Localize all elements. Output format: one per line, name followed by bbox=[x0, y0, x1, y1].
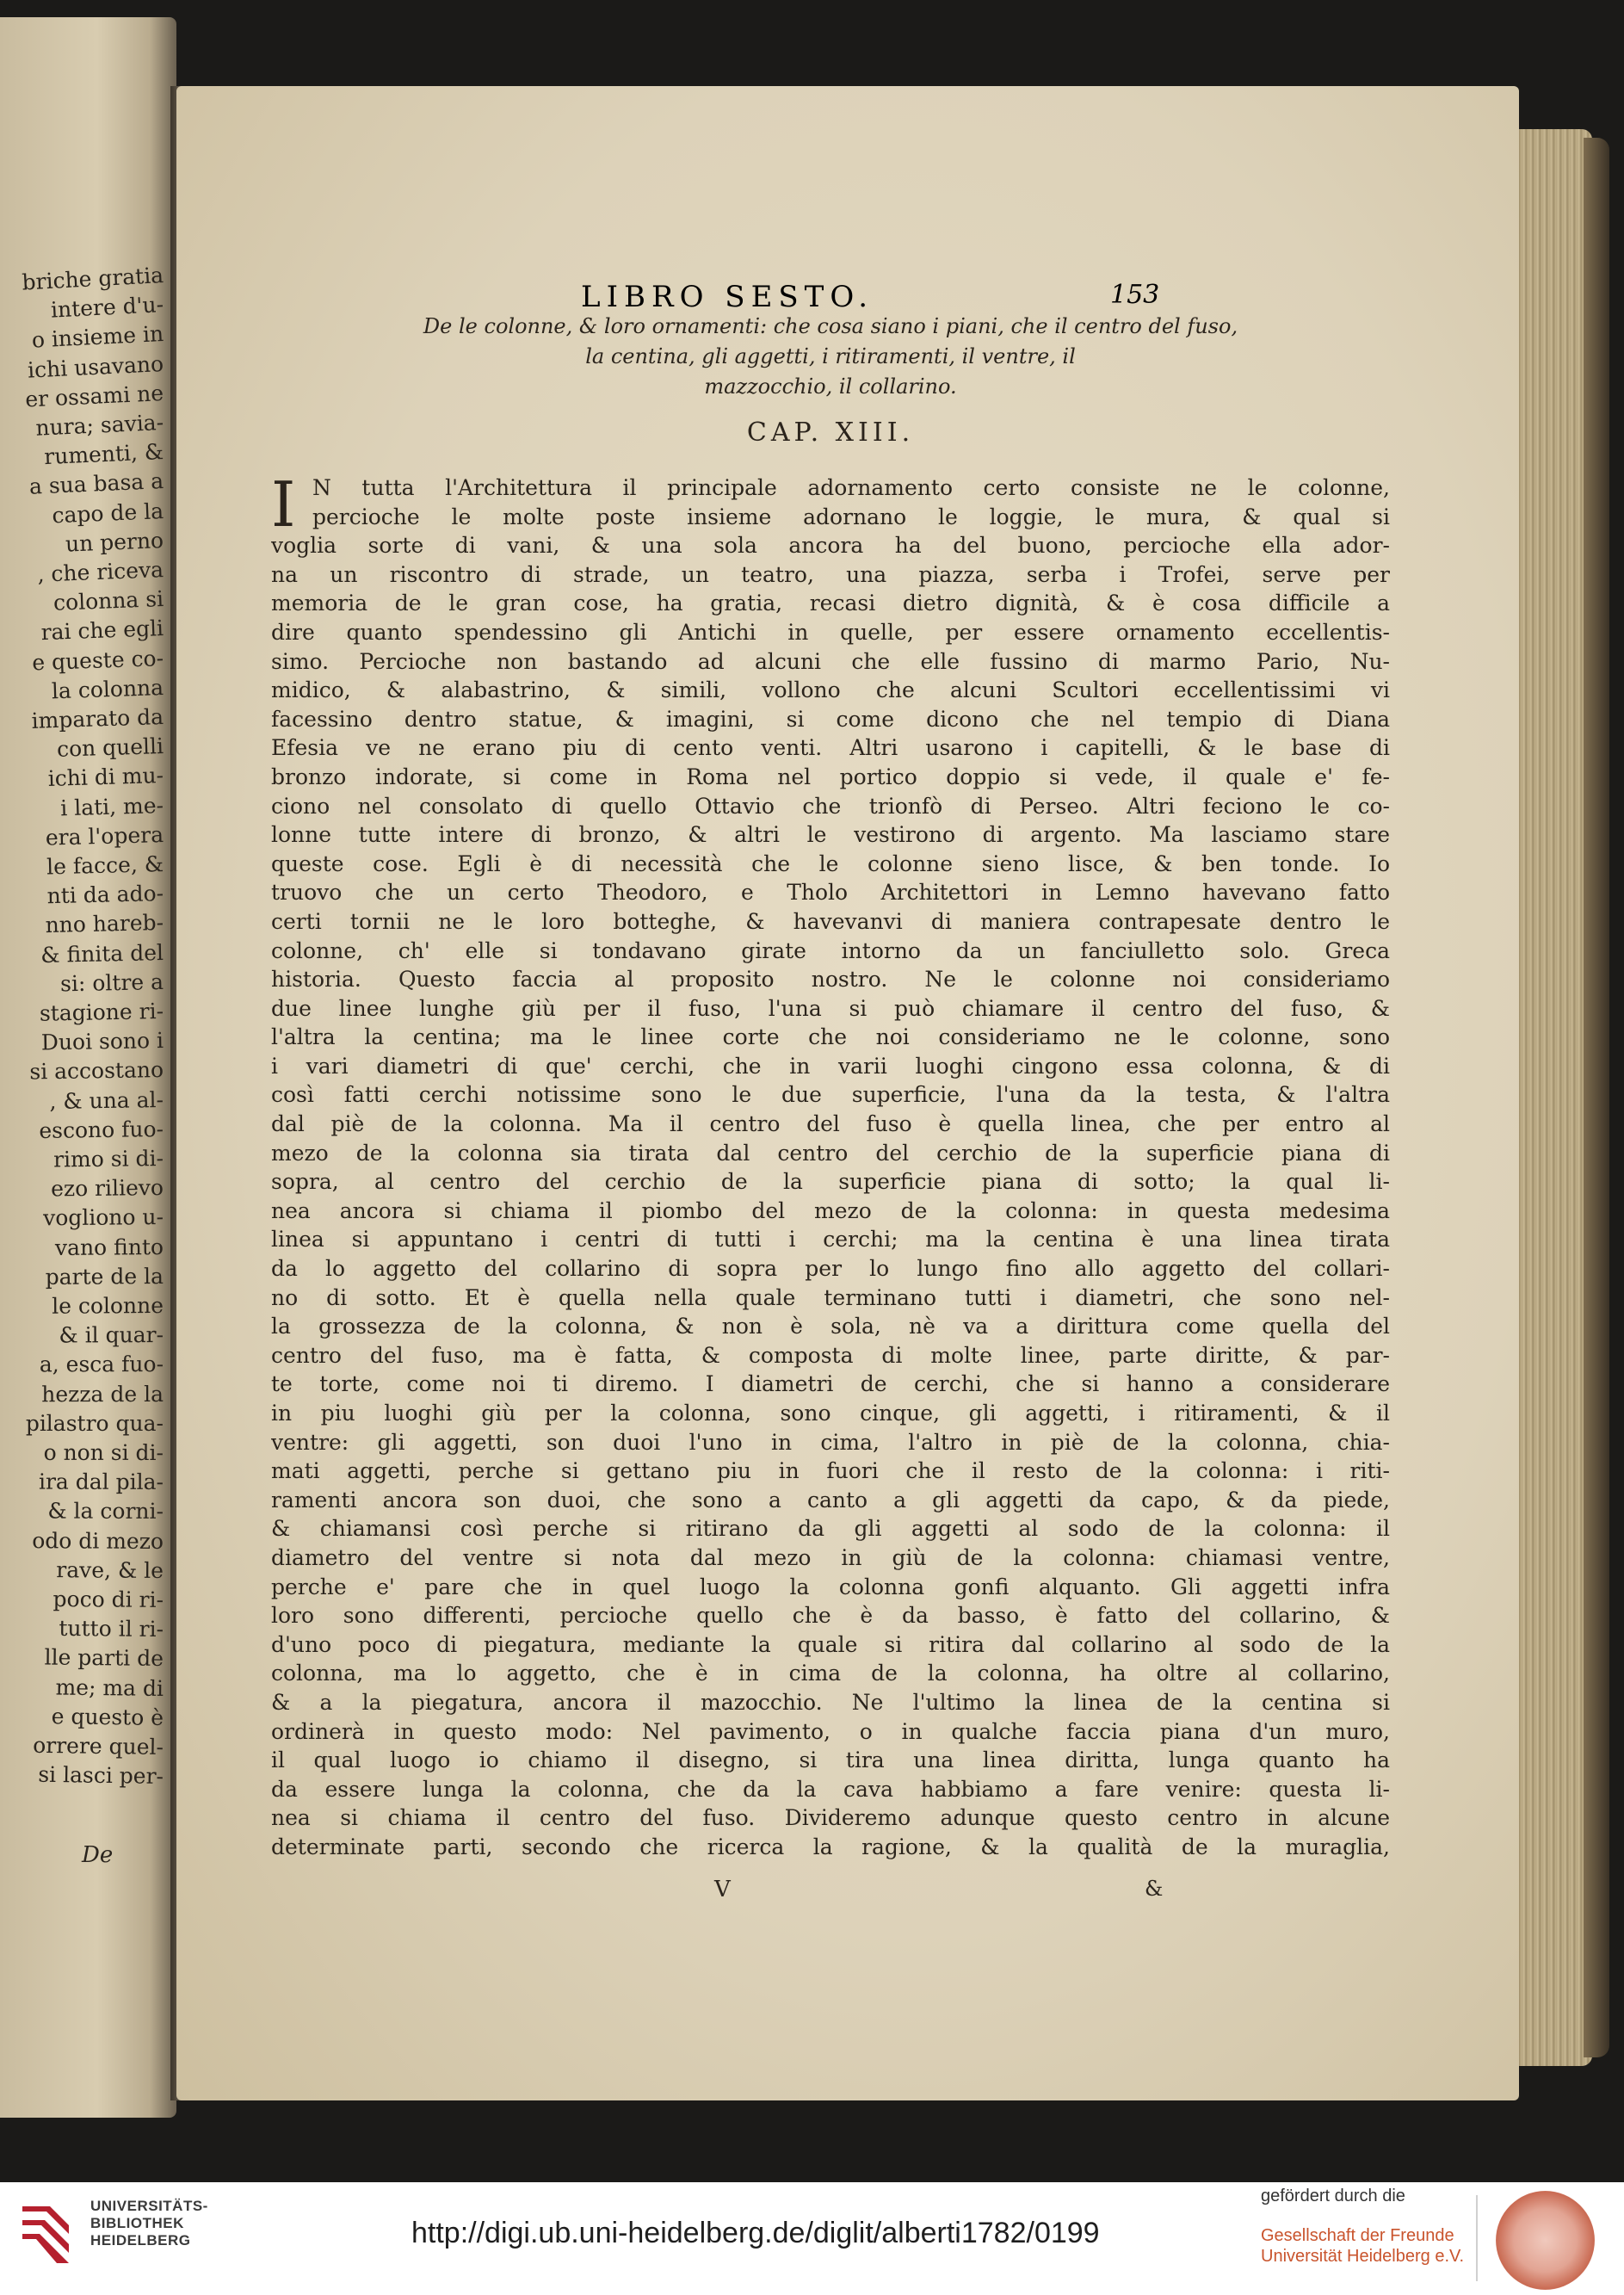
left-page-line: er ossami ne bbox=[24, 380, 164, 412]
body-line: linea si appuntano i centri di tutti i cerchi; ma la centina è una linea tirata bbox=[271, 1227, 1390, 1253]
body-line: da essere lunga la colonna, che da la cava habbiamo a fare venire: questa li- bbox=[271, 1776, 1390, 1802]
page-number: 153 bbox=[1110, 280, 1160, 310]
sponsor-name-line: Gesellschaft der Freunde bbox=[1261, 2226, 1454, 2245]
summary-line: la centina, gli aggetti, i ritiramenti, il ventre, il bbox=[585, 344, 1076, 368]
left-page-line: & la corni- bbox=[47, 1498, 164, 1525]
left-page-line: pilastro qua- bbox=[25, 1410, 164, 1436]
library-name bbox=[90, 2198, 208, 2249]
left-page-line: i lati, me- bbox=[59, 792, 164, 820]
body-line: certi tornii ne le loro botteghe, & havevanvi di maniera contrapesate dentro le bbox=[271, 908, 1390, 934]
sponsor-name bbox=[1261, 2225, 1464, 2267]
left-page-line: un perno bbox=[65, 527, 164, 557]
left-page-line: a, esca fuo- bbox=[39, 1352, 164, 1377]
left-page-line: imparato da bbox=[31, 704, 164, 733]
left-page-line: ichi di mu- bbox=[47, 763, 164, 792]
left-page-catchword: De bbox=[82, 1842, 114, 1868]
left-page-line: nno hareb- bbox=[45, 910, 164, 938]
footer-bar bbox=[0, 2182, 1624, 2295]
body-line: i vari diametri di que' cerchi, che in varii luoghi cingono essa colonna, & di bbox=[271, 1053, 1390, 1079]
left-page-line: ichi usavano bbox=[27, 350, 164, 383]
body-line: l'altra la centina; ma le linee corte che noi consideriamo ne le colonne, sono bbox=[271, 1024, 1390, 1050]
left-page-line: briche gratia bbox=[21, 263, 164, 295]
body-line: no di sotto. Et è quella nella quale terminano tutti i diametri, che sono nel- bbox=[271, 1284, 1390, 1310]
body-line: ventre: gli aggetti, son duoi l'uno in cima, l'altro in piè de la colonna, chia- bbox=[271, 1429, 1390, 1455]
body-line: ordinerà in questo modo: Nel pavimento, o in qualche faccia piana d'un muro, bbox=[271, 1718, 1390, 1744]
body-line: in piu luoghi giù per la colonna, sono cinque, gli aggetti, i ritiramenti, & il bbox=[271, 1401, 1390, 1426]
library-name-line: HEIDELBERG bbox=[90, 2232, 191, 2249]
body-line: percioche le molte poste insieme adornano le loggie, le mura, & qual si bbox=[312, 504, 1390, 529]
body-line: facessino dentro statue, & imagini, si come dicono che nel tempio di Diana bbox=[271, 706, 1390, 732]
summary-line: De le colonne, & loro ornamenti: che cosa siano i piani, che il centro del fuso, bbox=[423, 314, 1238, 338]
body-line: centro del fuso, ma è fatta, & composta di molte linee, parte diritte, & par- bbox=[271, 1342, 1390, 1368]
body-line: da lo aggetto del collarino di sopra per lo lungo fino allo aggetto del collari- bbox=[271, 1256, 1390, 1282]
left-page-line: la colonna bbox=[51, 674, 164, 704]
body-line: sopra, al centro del cerchio de la superficie piana di sotto; la qual li- bbox=[271, 1169, 1390, 1195]
library-logo-icon bbox=[15, 2198, 76, 2267]
left-page-line: vano finto bbox=[54, 1234, 164, 1260]
left-page bbox=[0, 17, 176, 2118]
left-page-line: vogliono u- bbox=[42, 1204, 164, 1231]
body-line: ciono nel consolato di quello Ottavio che trionfò di Perseo. Altri feciono le co- bbox=[271, 793, 1390, 819]
left-page-line: si: oltre a bbox=[59, 968, 164, 997]
left-page-line: e questo è bbox=[51, 1704, 164, 1730]
left-page-line: rave, & le bbox=[56, 1556, 164, 1583]
left-page-line: a sua basa a bbox=[28, 468, 164, 500]
body-line: queste cose. Egli è di necessità che le colonne sieno lisce, & ben tonde. Io bbox=[271, 851, 1390, 876]
left-page-line: nti da ado- bbox=[46, 881, 164, 909]
left-page-line: poco di ri- bbox=[52, 1586, 164, 1612]
left-page-line: stagione ri- bbox=[39, 999, 164, 1026]
left-page-line: & il quar- bbox=[59, 1322, 164, 1348]
body-text bbox=[271, 468, 1390, 1862]
running-title: LIBRO SESTO. bbox=[581, 280, 874, 314]
body-line: mezo de la colonna sia tirata dal centro del cerchio de la superficie piana di bbox=[271, 1140, 1390, 1166]
body-line: & chiamansi così perche si ritirano da gli aggetti al sodo de la colonna: il bbox=[271, 1516, 1390, 1542]
body-line: dal piè de la colonna. Ma il centro del fuso è quella linea, che per entro al bbox=[271, 1111, 1390, 1137]
chapter-heading: CAP. XIII. bbox=[746, 418, 915, 448]
left-page-line: , che riceva bbox=[37, 557, 164, 587]
body-line: d'uno poco di piegatura, mediante la quale si ritira dal collarino al sodo de la bbox=[271, 1631, 1390, 1657]
body-line: mati aggetti, perche si gettano piu in fuori che il resto de la colonna: i riti- bbox=[271, 1458, 1390, 1484]
body-line: nea si chiama il centro del fuso. Divideremo adunque questo centro in alcune bbox=[271, 1805, 1390, 1831]
left-page-line: nura; savia- bbox=[34, 410, 164, 441]
sponsor-label: gefördert durch die bbox=[1261, 2187, 1405, 2205]
body-line: nea ancora si chiama il piombo del mezo de la colonna: in questa medesima bbox=[271, 1197, 1390, 1223]
left-page-line: rimo si di- bbox=[52, 1146, 164, 1172]
left-page-line: escono fuo- bbox=[39, 1116, 164, 1143]
chapter-summary bbox=[271, 312, 1390, 402]
body-line: voglia sorte di vani, & una sola ancora ha del buono, percioche ella ador- bbox=[271, 533, 1390, 559]
body-line: bronzo indorate, si come in Roma nel portico doppio si vede, il quale e' fe- bbox=[271, 764, 1390, 789]
body-line: historia. Questo faccia al proposito nostro. Ne le colonne noi consideriamo bbox=[271, 967, 1390, 993]
body-line: midico, & alabastrino, & simili, vollono che alcuni Scultori eccellentissimi vi bbox=[271, 677, 1390, 703]
left-page-line: parte de la bbox=[45, 1263, 164, 1290]
body-line: Efesia ve ne erano piu di cento venti. Altri usarono i capitelli, & le base di bbox=[271, 735, 1390, 761]
university-seal-icon bbox=[1496, 2191, 1595, 2290]
body-line: lonne tutte intere di bronzo, & altri le vestirono di argento. Ma lasciamo stare bbox=[271, 822, 1390, 848]
drop-initial: I bbox=[271, 468, 296, 541]
body-line: diametro del ventre si nota dal mezo in giù de la colonna: chiamasi ventre, bbox=[271, 1544, 1390, 1570]
book-page bbox=[176, 86, 1519, 2100]
body-line: & a la piegatura, ancora il mazocchio. Ne l'ultimo la linea de la centina si bbox=[271, 1689, 1390, 1715]
body-line: colonne, ch' elle si tondavano girate intorno da un fanciulletto solo. Greca bbox=[271, 937, 1390, 963]
body-line: loro sono differenti, percioche quello che è da basso, è fatto del collarino, & bbox=[271, 1603, 1390, 1629]
library-name-line: BIBLIOTHEK bbox=[90, 2215, 184, 2231]
left-page-line: e queste co- bbox=[31, 645, 164, 675]
left-page-line: si lasci per- bbox=[38, 1761, 164, 1790]
left-page-line: era l'opera bbox=[45, 821, 164, 851]
left-page-line: & finita del bbox=[40, 939, 164, 968]
left-page-line: con quelli bbox=[56, 733, 164, 763]
signature-mark: V bbox=[714, 1877, 731, 1902]
left-page-line: orrere quel- bbox=[33, 1732, 164, 1760]
left-page-line: ezo rilievo bbox=[50, 1175, 164, 1202]
book-fore-edge bbox=[1584, 138, 1609, 2057]
left-page-line: rumenti, & bbox=[43, 439, 164, 470]
body-line: N tutta l'Architettura il principale adornamento certo consiste ne le colonne, bbox=[312, 475, 1390, 500]
left-page-line: si accostano bbox=[29, 1057, 164, 1085]
body-line: na un riscontro di strade, un teatro, una piazza, serba i Trofei, serve per bbox=[271, 561, 1390, 587]
body-line: il qual luogo io chiamo il disegno, si tira una linea diritta, lunga quanto ha bbox=[271, 1748, 1390, 1773]
body-line: simo. Percioche non bastando ad alcuni che elle fussino di marmo Pario, Nu- bbox=[271, 648, 1390, 674]
left-page-line: hezza de la bbox=[41, 1381, 164, 1407]
left-page-line: o insieme in bbox=[31, 321, 164, 353]
page-edges bbox=[1515, 129, 1592, 2066]
left-page-line: le colonne bbox=[52, 1293, 164, 1319]
left-page-line: me; ma di bbox=[55, 1674, 164, 1701]
library-name-line: UNIVERSITÄTS- bbox=[90, 2198, 208, 2214]
left-page-line: rai che egli bbox=[40, 616, 164, 646]
summary-line: mazzocchio, il collarino. bbox=[704, 374, 957, 399]
sponsor-name-line: Universität Heidelberg e.V. bbox=[1261, 2247, 1465, 2266]
footer-divider bbox=[1476, 2195, 1478, 2281]
body-line: colonna, ma lo aggetto, che è in cima de la colonna, ha oltre al collarino, bbox=[271, 1661, 1390, 1686]
left-page-line: colonna si bbox=[52, 586, 164, 616]
body-line: due linee lunghe giù per il fuso, l'una si può chiamare il centro del fuso, & bbox=[271, 995, 1390, 1021]
body-line: determinate parti, secondo che ricerca la ragione, & la qualità de la muraglia, bbox=[271, 1834, 1390, 1859]
body-line: truovo che un certo Theodoro, e Tholo Architettori in Lemno havevano fatto bbox=[271, 880, 1390, 906]
left-page-line: , & una al- bbox=[49, 1086, 164, 1114]
body-line: così fatti cerchi notissime sono le due superficie, l'una da la testa, & l'altra bbox=[271, 1082, 1390, 1108]
body-line: memoria de le gran cose, ha gratia, recasi dietro dignità, & è cosa difficile a bbox=[271, 591, 1390, 616]
left-page-line: lle parti de bbox=[44, 1644, 164, 1672]
body-line: ramenti ancora son duoi, che sono a canto a gli aggetti da capo, & da piede, bbox=[271, 1487, 1390, 1512]
left-page-line: tutto il ri- bbox=[59, 1616, 164, 1642]
left-page-line: le facce, & bbox=[46, 851, 164, 880]
body-line: te torte, come noi ti diremo. I diametri de cerchi, che si hanno a considerare bbox=[271, 1371, 1390, 1397]
left-page-line: Duoi sono i bbox=[40, 1028, 164, 1055]
catchword: & bbox=[1145, 1877, 1164, 1901]
body-line: perche e' pare che in quel luogo la colonna gonfi alquanto. Gli aggetti infra bbox=[271, 1574, 1390, 1599]
body-line: la grossezza de la colonna, & non è sola, nè va a dirittura come quella del bbox=[271, 1314, 1390, 1339]
left-page-line: intere d'u- bbox=[50, 292, 164, 323]
body-line: dire quanto spendessino gli Antichi in quelle, per essere ornamento eccellentis- bbox=[271, 619, 1390, 645]
left-page-line: capo de la bbox=[51, 498, 164, 528]
left-page-line: odo di mezo bbox=[32, 1527, 164, 1554]
left-page-line: ira dal pila- bbox=[38, 1469, 164, 1495]
left-page-line: o non si di- bbox=[43, 1439, 164, 1465]
permalink-url[interactable]: http://digi.ub.uni-heidelberg.de/diglit/alberti1782/0199 bbox=[411, 2217, 1100, 2249]
